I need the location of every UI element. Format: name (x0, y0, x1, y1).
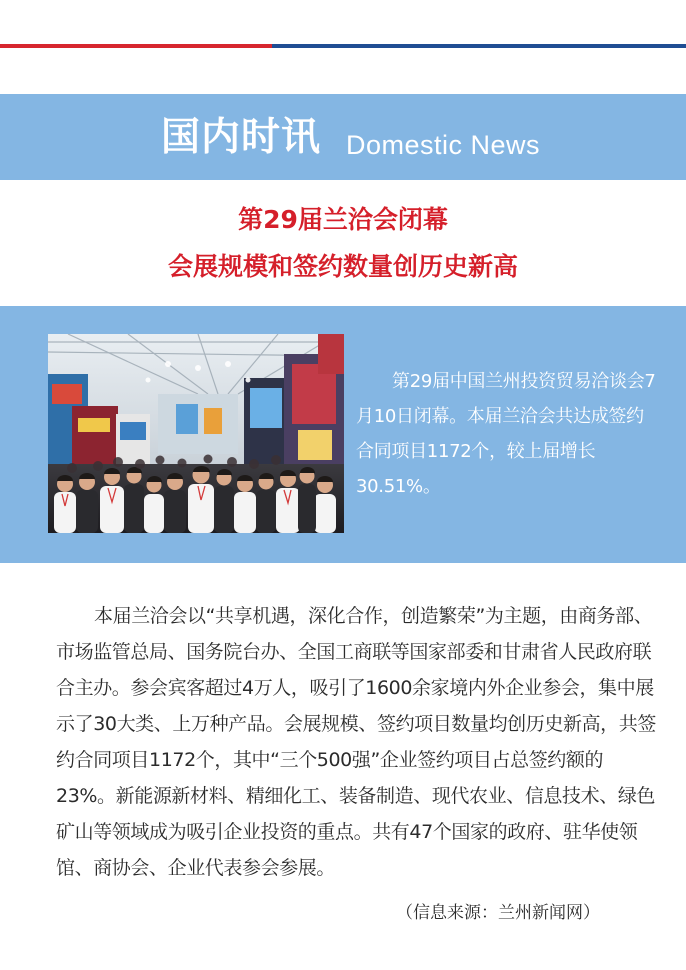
section-title-cn: 国内时讯 (161, 115, 322, 160)
headline-line-1: 第29届兰洽会闭幕 (238, 205, 448, 234)
expo-crowd-photo (48, 334, 344, 533)
section-banner (0, 94, 686, 180)
expo-crowd-illustration (48, 334, 344, 533)
headline-line-2: 会展规模和签约数量创历史新高 (167, 252, 518, 281)
summary-text: 第29届中国兰州投资贸易洽谈会7月10日闭幕。本届兰洽会共达成签约合同项目1172个，较上届增长30.51%。 (356, 371, 656, 497)
section-title-en: Domestic News (346, 130, 541, 160)
article-body: 本届兰洽会以“共享机遇，深化合作，创造繁荣”为主题，由商务部、市场监管总局、国务院台办、全国工商联等国家部委和甘肃省人民政府联合主办。参会宾客超过4万人，吸引了1600余家境内外企业参会，集中展示了30大类、上万种产品。会展规模、签约项目数量均创历史新高，共签约合同项目1172个，其中“三个500强”企业签约项目占总签约额的23%。新能源新材料、精细化工、装备制造、现代农业、信息技术、绿色矿山等领域成为吸引企业投资的重点。共有47个国家的政府、驻华使领馆、商协会、企业代表参会参展。 (56, 605, 656, 879)
top-rule-blue (272, 44, 686, 48)
source-credit: （信息来源：兰州新闻网） (396, 903, 600, 923)
top-rule-red (0, 44, 272, 48)
